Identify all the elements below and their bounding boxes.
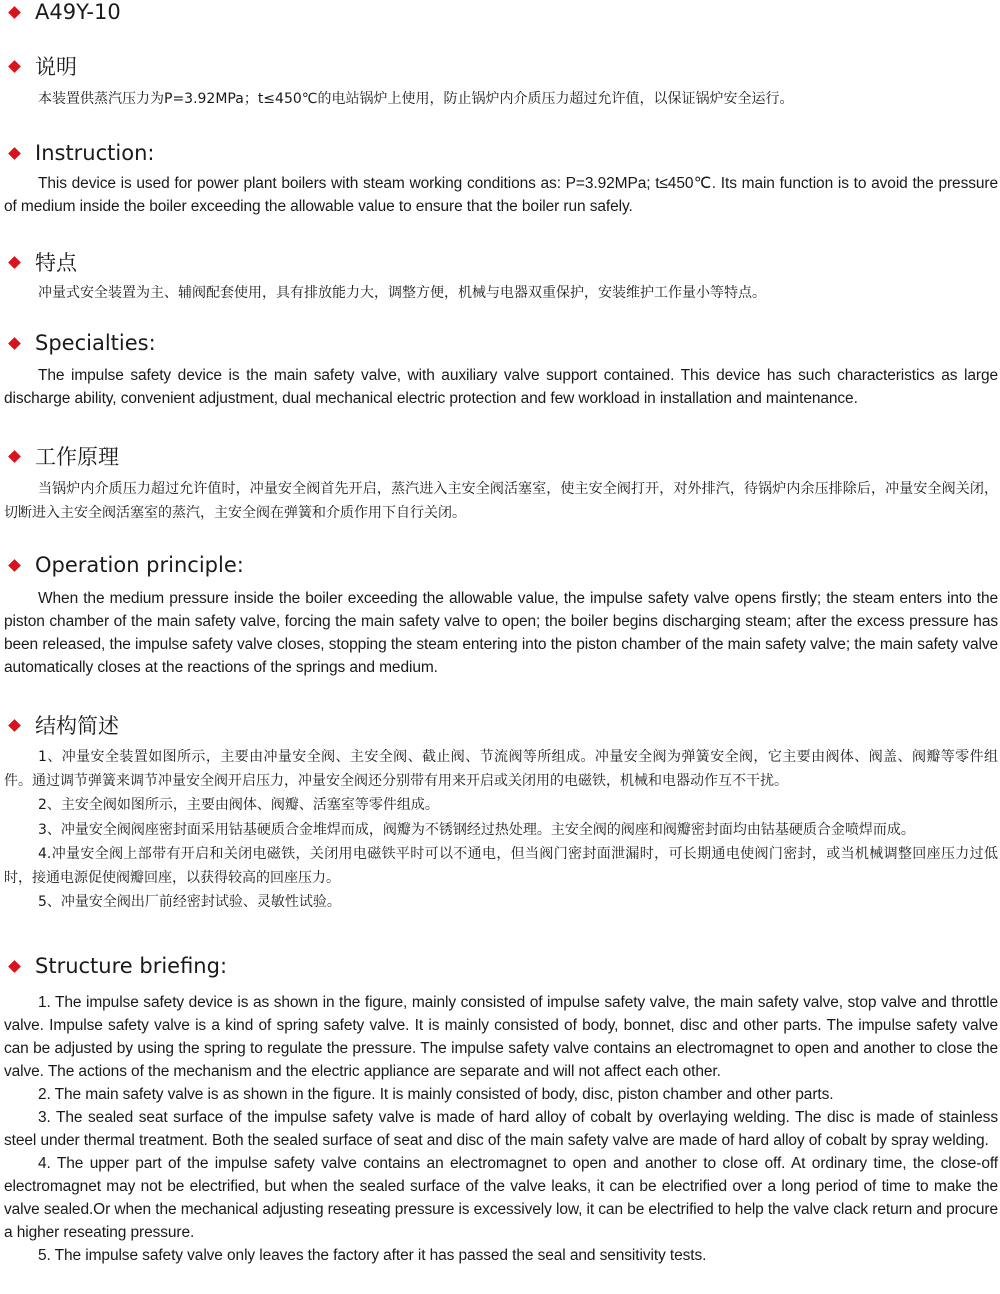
desc-en-text: This device is used for power plant boilers with steam working conditions as: P=3.92MPa; t≤450℃. Its main function is to avoid the pressure of medium inside the boiler exceeding the allowable value to ensure that the boiler run safely. — [4, 175, 998, 215]
list-item: 2. The main safety valve is as shown in the figure. It is mainly consisted of body, disc, piston chamber and other parts. — [38, 1086, 834, 1103]
section-heading-desc-cn — [6, 51, 77, 81]
section-heading-structure-cn — [6, 710, 119, 740]
list-item: 2、主安全阀如图所示，主要由阀体、阀瓣、活塞室等零件组成。 — [38, 797, 439, 814]
section-title: 说明 — [35, 55, 77, 79]
diamond-bullet-icon — [8, 559, 21, 572]
section-title: Operation principle: — [35, 553, 244, 577]
structure-en-list — [4, 991, 998, 1267]
section-heading-feat-cn — [6, 247, 77, 277]
list-item: 4.冲量安全阀上部带有开启和关闭电磁铁，关闭用电磁铁平时可以不通电，但当阀门密封面泄漏时，可长期通电使阀门密封，或当机械调整回座压力过低时，接通电源促使阀瓣回座，以获得较高的回座压力。 — [4, 845, 998, 887]
section-title: 工作原理 — [35, 445, 119, 469]
list-item: 1. The impulse safety device is as shown in the figure, mainly consisted of impulse safety valve, the main safety valve, stop valve and throttle valve. Impulse safety valve is a kind of spring safety valve. It is mainly consisted of body, bonnet, disc and other parts. The impulse safety valve can be adjusted by using the spring to regulate the pressure. The impulse safety valve contains an electromagnet to open and another to close the valve. The actions of the mechanism and the electric appliance are separate and will not affect each other. — [4, 994, 998, 1080]
list-item: 3. The sealed seat surface of the impulse safety valve is made of hard alloy of cobalt by overlaying welding. The disc is made of stainless steel under thermal treatment. Both the sealed surface of seat and disc of the main safety valve are made of hard alloy of cobalt by spray welding. — [4, 1109, 998, 1149]
desc-cn-text: 本装置供蒸汽压力为P=3.92MPa；t≤450℃的电站锅炉上使用，防止锅炉内介质压力超过允许值，以保证锅炉安全运行。 — [38, 91, 794, 107]
feat-cn-text: 冲量式安全装置为主、辅阀配套使用，具有排放能力大，调整方便，机械与电器双重保护，安装维护工作量小等特点。 — [38, 285, 766, 301]
list-item: 5. The impulse safety valve only leaves the factory after it has passed the seal and sensitivity tests. — [38, 1247, 707, 1264]
diamond-bullet-icon — [8, 719, 21, 732]
section-heading-desc-en — [6, 141, 154, 165]
principle-cn-text: 当锅炉内介质压力超过允许值时，冲量安全阀首先开启，蒸汽进入主安全阀活塞室，使主安全阀打开，对外排汽，待锅炉内余压排除后，冲量安全阀关闭，切断进入主安全阀活塞室的蒸汽，主安全阀在弹簧和介质作用下自行关闭。 — [4, 481, 998, 521]
diamond-bullet-icon — [8, 337, 21, 350]
section-heading-principle-cn — [6, 441, 119, 471]
section-heading-structure-en — [6, 954, 227, 978]
section-title: Specialties: — [35, 331, 156, 355]
diamond-bullet-icon — [8, 256, 21, 269]
section-title: 结构简述 — [35, 714, 119, 738]
section-heading-feat-en — [6, 331, 156, 355]
list-item: 5、冲量安全阀出厂前经密封试验、灵敏性试验。 — [38, 894, 341, 911]
feat-en-text: The impulse safety device is the main safety valve, with auxiliary valve support contained. This device has such characteristics as large discharge ability, convenient adjustment, dual mechanical electric protection and few workload in installation and maintenance. — [4, 367, 998, 407]
diamond-bullet-icon — [8, 450, 21, 463]
diamond-bullet-icon — [8, 960, 21, 973]
section-title: Structure briefing: — [35, 954, 228, 978]
section-title: 特点 — [35, 251, 77, 275]
section-heading-principle-en — [6, 553, 244, 577]
list-item: 1、冲量安全装置如图所示，主要由冲量安全阀、主安全阀、截止阀、节流阀等所组成。冲量安全阀为弹簧安全阀，它主要由阀体、阀盖、阀瓣等零件组件。通过调节弹簧来调节冲量安全阀开启压力，冲量安全阀还分别带有用来开启或关闭用的电磁铁，机械和电器动作互不干扰。 — [4, 749, 998, 790]
principle-en-text: When the medium pressure inside the boiler exceeding the allowable value, the impulse safety valve opens firstly; the steam enters into the piston chamber of the main safety valve, forcing the main safety valve to open; the boiler begins discharging steam; after the excess pressure has been released, the impulse safety valve closes, stopping the steam entering into the piston chamber of the main safety valve; the main safety valve automatically closes at the reactions of the springs and medium. — [4, 590, 998, 676]
model-heading — [6, 0, 121, 24]
diamond-bullet-icon — [8, 147, 21, 160]
structure-cn-list — [4, 745, 998, 914]
diamond-bullet-icon — [8, 6, 21, 19]
diamond-bullet-icon — [8, 60, 21, 73]
section-title: Instruction: — [35, 141, 155, 165]
model-title: A49Y-10 — [35, 0, 121, 24]
list-item: 3、冲量安全阀阀座密封面采用钴基硬质合金堆焊而成，阀瓣为不锈钢经过热处理。主安全阀的阀座和阀瓣密封面均由钴基硬质合金喷焊而成。 — [38, 821, 915, 838]
list-item: 4. The upper part of the impulse safety valve contains an electromagnet to open and another to close off. At ordinary time, the close-off electromagnet may not be electrified, but when the sealed surface of the valve leaks, it can be electrified over a long period of time to make the valve sealed.Or when the mechanical adjusting reseating pressure is excessively low, it can be electrified to help the valve clack return and procure a higher reseating pressure. — [4, 1155, 998, 1241]
